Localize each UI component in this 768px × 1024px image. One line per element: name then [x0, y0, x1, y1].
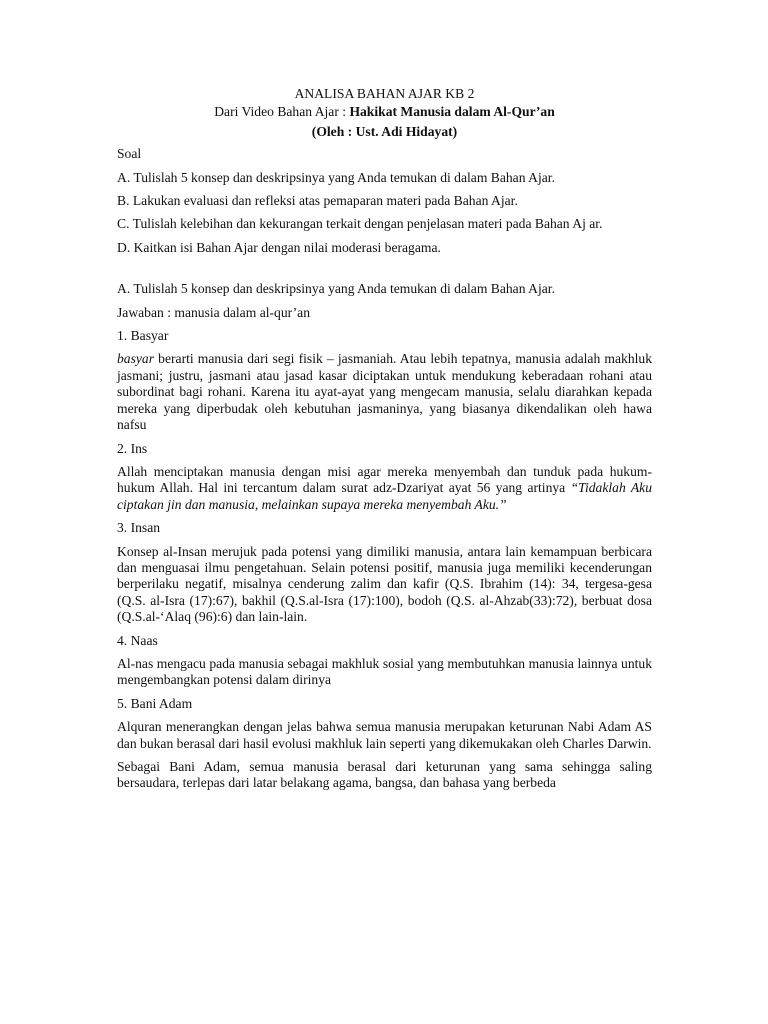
document-subtitle — [117, 104, 652, 120]
document-byline: (Oleh : Ust. Adi Hidayat) — [311, 123, 458, 139]
document-title: ANALISA BAHAN AJAR KB 2 — [294, 86, 475, 101]
soal-item-c: C. Tulislah kelebihan dan kekurangan terkait dengan penjelasan materi pada Bahan Aj ar. — [117, 216, 603, 232]
concept-4-heading: 4. Naas — [117, 632, 158, 648]
concept-3-text: Konsep al-Insan merujuk pada potensi yang dimiliki manusia, antara lain kemampuan berbicara dan menguasai ilmu pengetahuan. Selain potensi positif, manusia juga memiliki kecenderungan berperilaku negatif, misalnya cenderung zalim dan kafir (Q.S. Ibrahim (14): 34, tergesa-gesa (Q.S. al-Isra (17):67), bakhil (Q.S.al-Isra (17):100), bodoh (Q.S. al-Ahzab(33):72), berbuat dosa (Q.S.al-‘Alaq (96):6) dan lain-lain. — [117, 543, 652, 625]
concept-5-text-2: Sebagai Bani Adam, semua manusia berasal dari keturunan yang sama sehingga saling bersaudara, terlepas dari latar belakang agama, bangsa, dan bahasa yang berbeda — [117, 759, 652, 791]
document-body — [117, 86, 652, 799]
subtitle-topic: Hakikat Manusia dalam Al-Qur’an — [349, 104, 555, 120]
concept-3-heading: 3. Insan — [117, 520, 161, 536]
section-spacer — [117, 263, 652, 281]
concept-2-heading: 2. Ins — [117, 440, 148, 456]
soal-item-b: B. Lakukan evaluasi dan refleksi atas pemaparan materi pada Bahan Ajar. — [117, 193, 518, 209]
concept-2-text — [117, 464, 652, 513]
concept-2-description: Allah menciptakan manusia dengan misi agar mereka menyembah dan tunduk pada hukum-hukum Allah. Hal ini tercantum dalam surat adz-Dzariyat ayat 56 yang artinya — [117, 463, 652, 496]
soal-label: Soal — [117, 146, 142, 162]
concept-2-quote: “Tidaklah Aku ciptakan jin dan manusia, melainkan supaya mereka menyembah Aku.” — [117, 480, 652, 512]
concept-5-heading: 5. Bani Adam — [117, 695, 193, 711]
concept-1-term: basyar — [117, 351, 155, 367]
concept-1-text — [117, 351, 652, 433]
concept-1-heading: 1. Basyar — [117, 328, 169, 344]
subtitle-prefix: Dari Video Bahan Ajar : — [214, 104, 350, 120]
answer-question: A. Tulislah 5 konsep dan deskripsinya yang Anda temukan di dalam Bahan Ajar. — [117, 281, 555, 297]
concept-5-text-1: Alquran menerangkan dengan jelas bahwa semua manusia merupakan keturunan Nabi Adam AS dan bukan berasal dari hasil evolusi makhluk lain seperti yang dikemukakan oleh Charles Darwin. — [117, 719, 652, 751]
concept-4-text: Al-nas mengacu pada manusia sebagai makhluk sosial yang membutuhkan manusia lainnya untuk mengembangkan potensi dalam dirinya — [117, 655, 652, 688]
concept-1-description: berarti manusia dari segi fisik – jasmaniah. Atau lebih tepatnya, manusia adalah makhluk jasmani; justru, jasmani atau jasad kasar diciptakan untuk mendukung keberadaan rohani atau subordinat bagi rohani. Karena itu ayat-ayat yang mengecam manusia, selalu diarahkan kepada mereka yang diperbudak oleh kebutuhan jasmaninya, yang biasanya dikendalikan oleh hawa nafsu — [117, 351, 652, 433]
answer-jawaban: Jawaban : manusia dalam al-qur’an — [117, 304, 311, 320]
soal-item-d: D. Kaitkan isi Bahan Ajar dengan nilai moderasi beragama. — [117, 239, 441, 255]
soal-item-a: A. Tulislah 5 konsep dan deskripsinya yang Anda temukan di dalam Bahan Ajar. — [117, 169, 555, 185]
